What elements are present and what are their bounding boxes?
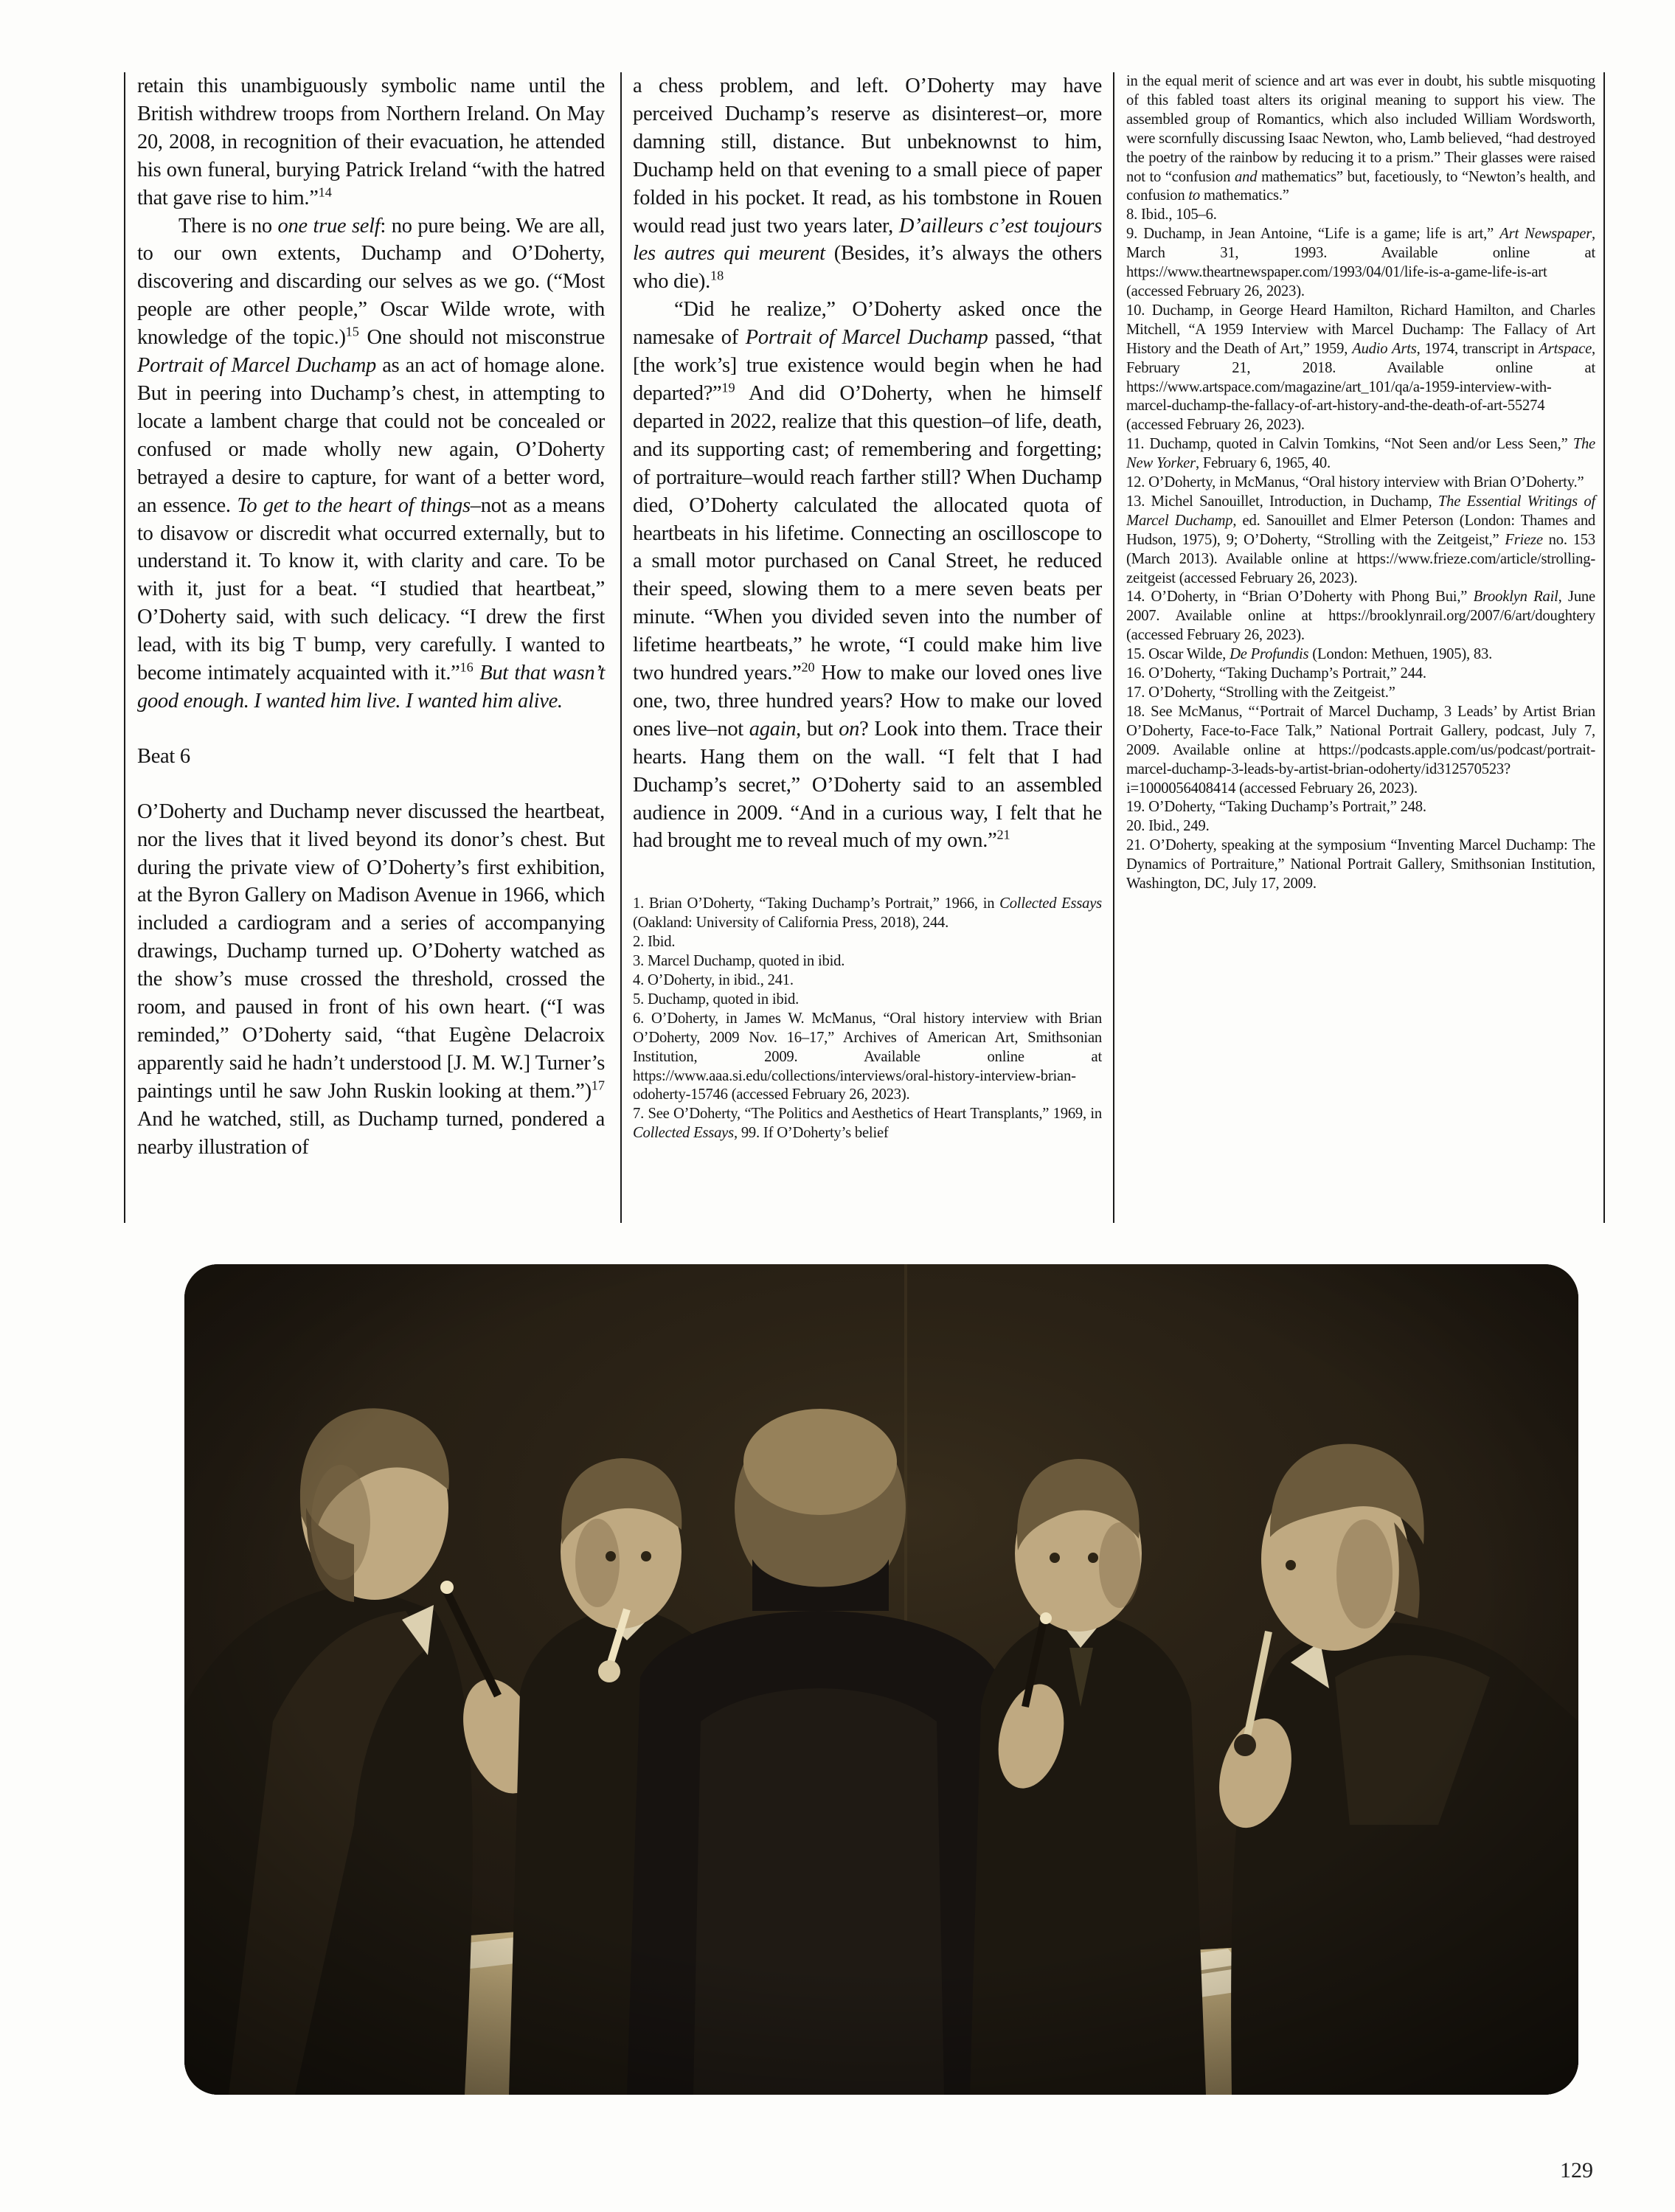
body-paragraph: a chess problem, and left. O’Doherty may have perceived Duchamp’s reserve as disinterest–or, more damning still, distance. But unbeknownst to him, Duchamp held on that evening to a small piece of paper folded in his pocket. It read, as his tombstone in Rouen would read just two years later, D’ailleurs c’est toujours les autres qui meurent (Besides, it’s always the others who die).$^{18}$ — [633, 74, 1102, 294]
body-paragraph: “Did he realize,” O’Doherty asked once the namesake of Portrait of Marcel Duchamp passed, “that [the work’s] true existence would begin when he had departed?”$^{19}$ And did O’Doherty, when he himself departed in 2022, realize that this question–of life, death, and its supporting cast; of remembering and forgetting; of portraiture–would reach farther still? When Duchamp died, O’Doherty calculated the allocated quota of heartbeats in his lifetime. Connecting an oscilloscope to a small motor purchased on Canal Street, he reduced their speed, slowing them to a mere seven beats per minute. “When you divided seven into the number of lifetime heartbeats,” he wrote, “I could make him live two hundred years.”$^{20}$ How to make our loved ones live one, two, three hundred years? How to make our loved ones live–not again, but on? Look into them. Trace their hearts. Hang them on the wall. “I felt that I had Duchamp’s secret,” O’Doherty said to an assembled audience in 2009. “And in a curious way, I felt that he had brought me to reveal much of my own.”$^{21}$ — [633, 298, 1102, 853]
photo-vignette — [184, 1264, 1578, 2095]
footnote: 3. Marcel Duchamp, quoted in ibid. — [633, 953, 845, 970]
column-rule-right — [1603, 72, 1605, 1223]
section-heading: Beat 6 — [137, 744, 190, 768]
footnote: 11. Duchamp, quoted in Calvin Tomkins, “Not Seen and/or Less Seen,” The New Yorker, February 6, 1965, 40. — [1126, 436, 1595, 472]
footnote: 9. Duchamp, in Jean Antoine, “Life is a game; life is art,” Art Newspaper, March 31, 1993. Available online at https://www.theartnewspaper.com/1993/04/01/life-is-a-game-life-is-art (accessed February 26, 2023). — [1126, 226, 1595, 299]
footnote: 2. Ibid. — [633, 934, 676, 951]
footnote: 17. O’Doherty, “Strolling with the Zeitgeist.” — [1126, 684, 1395, 701]
footnote: 4. O’Doherty, in ibid., 241. — [633, 972, 794, 988]
column-rule-left — [124, 72, 125, 1223]
footnote: 12. O’Doherty, in McManus, “Oral history interview with Brian O’Doherty.” — [1126, 474, 1584, 491]
footnotes-block — [633, 895, 1102, 1143]
column-rule-2-3 — [1113, 72, 1114, 1223]
text-column-3-footnotes — [1126, 72, 1595, 894]
text-column-1 — [137, 72, 605, 1162]
footnote: 10. Duchamp, in George Heard Hamilton, Richard Hamilton, and Charles Mitchell, “A 1959 Interview with Marcel Duchamp: The Fallacy of Art History and the Death of Art,” 1959, Audio Arts, 1974, transcript in Artspace, February 21, 2018. Available online at https://www.artspace.com/magazine/art_101/qa/a-1959-interview-with-marcel-duchamp-the-fallacy-of-art-history-and-the-death-of-art-55274 (accessed February 26, 2023). — [1126, 302, 1595, 434]
footnote: 15. Oscar Wilde, De Profundis (London: Methuen, 1905), 83. — [1126, 646, 1493, 663]
page-number: 129 — [1560, 2158, 1593, 2182]
photo-five-way-portrait-of-marcel-duchamp — [184, 1264, 1578, 2095]
footnote: in the equal merit of science and art was ever in doubt, his subtle misquoting of this fabled toast alters its original meaning to support his view. The assembled group of Romantics, which also included William Wordsworth, were scornfully discussing Isaac Newton, who, Lamb believed, “had destroyed the poetry of the rainbow by reducing it to a prism.” Their glasses were raised not to “confusion and mathematics” but, facetiously, to “Newton’s health, and confusion to mathematics.” — [1126, 73, 1595, 204]
footnote: 1. Brian O’Doherty, “Taking Duchamp’s Portrait,” 1966, in Collected Essays (Oakland: University of California Press, 2018), 244. — [633, 895, 1102, 932]
body-paragraph: O’Doherty and Duchamp never discussed the heartbeat, nor the lives that it lived beyond its donor’s chest. But during the private view of O’Doherty’s first exhibition, at the Byron Gallery on Madison Avenue in 1966, which included a cardiogram and a series of accompanying drawings, Duchamp turned up. O’Doherty watched as the show’s muse crossed the threshold, crossed the room, and paused in front of his own heart. (“I was reminded,” O’Doherty said, “that Eugène Delacroix apparently said he hadn’t understood [J. M. W.] Turner’s paintings until he saw John Ruskin looking at them.”)$^{17}$ And he watched, still, as Duchamp turned, pondered a nearby illustration of — [137, 800, 605, 1159]
footnote: 7. See O’Doherty, “The Politics and Aesthetics of Heart Transplants,” 1969, in Collected Essays, 99. If O’Doherty’s belief — [633, 1106, 1102, 1142]
body-paragraph: retain this unambiguously symbolic name until the British withdrew troops from Northern Ireland. On May 20, 2008, in recognition of their evacuation, he attended his own funeral, burying Patrick Ireland “with the hatred that gave rise to him.”$^{14}$ — [137, 74, 605, 209]
footnote: 5. Duchamp, quoted in ibid. — [633, 991, 800, 1008]
footnote: 18. See McManus, “‘Portrait of Marcel Duchamp, 3 Leads’ by Artist Brian O’Doherty, Face-to-Face Talk,” National Portrait Gallery, podcast, July 7, 2009. Available online at https://podcasts.apple.com/us/podcast/portrait-marcel-duchamp-3-leads-by-artist-brian-odoherty/id312570523?i=1000056408414 (accessed February 26, 2023). — [1126, 703, 1595, 797]
footnote: 19. O’Doherty, “Taking Duchamp’s Portrait,” 248. — [1126, 799, 1426, 816]
footnote: 6. O’Doherty, in James W. McManus, “Oral history interview with Brian O’Doherty, 2009 Nov. 16–17,” Archives of American Art, Smithsonian Institution, 2009. Available online at https://www.aaa.si.edu/collections/interviews/oral-history-interview-brian-odoherty-15746 (accessed February 26, 2023). — [633, 1010, 1102, 1103]
footnote: 16. O’Doherty, “Taking Duchamp’s Portrait,” 244. — [1126, 665, 1426, 682]
footnote: 8. Ibid., 105–6. — [1126, 207, 1217, 223]
body-paragraph: There is no one true self: no pure being. We are all, to our own extents, Duchamp and O’Doherty, discovering and discarding our selves as we go. (“Most people are other people,” Oscar Wilde wrote, with knowledge of the topic.)$^{15}$ One should not misconstrue Portrait of Marcel Duchamp as an act of homage alone. But in peering into Duchamp’s chest, in attempting to locate a lambent charge that could not be concealed or confused or made wholly new again, O’Doherty betrayed a desire to capture, for want of a better word, an essence. To get to the heart of things–not as a means to disavow or discredit what occurred externally, but to understand it. To know it, with clarity and care. To be with it, just for a beat. “I studied that heartbeat,” O’Doherty said, with such delicacy. “I drew the first lead, with its big T bump, very carefully. I wanted to become intimately acquainted with it.”$^{16}$ But that wasn’t good enough. I wanted him live. I wanted him alive. — [137, 214, 606, 713]
footnote: 13. Michel Sanouillet, Introduction, in Duchamp, The Essential Writings of Marcel Duchamp, ed. Sanouillet and Elmer Peterson (London: Thames and Hudson, 1975), 9; O’Doherty, “Strolling with the Zeitgeist,” Frieze no. 153 (March 2013). Available online at https://www.frieze.com/article/strolling-zeitgeist (accessed February 26, 2023). — [1126, 493, 1596, 586]
footnote: 20. Ibid., 249. — [1126, 818, 1210, 835]
footnote: 14. O’Doherty, in “Brian O’Doherty with Phong Bui,” Brooklyn Rail, June 2007. Available online at https://brooklynrail.org/2007/6/art/doughtery (accessed February 26, 2023). — [1126, 589, 1595, 644]
footnote: 21. O’Doherty, speaking at the symposium “Inventing Marcel Duchamp: The Dynamics of Portraiture,” National Portrait Gallery, Smithsonian Institution, Washington, DC, July 17, 2009. — [1126, 837, 1595, 892]
text-column-2 — [633, 72, 1102, 1143]
column-rule-1-2 — [620, 72, 622, 1223]
photo-illustration — [184, 1264, 1578, 2095]
